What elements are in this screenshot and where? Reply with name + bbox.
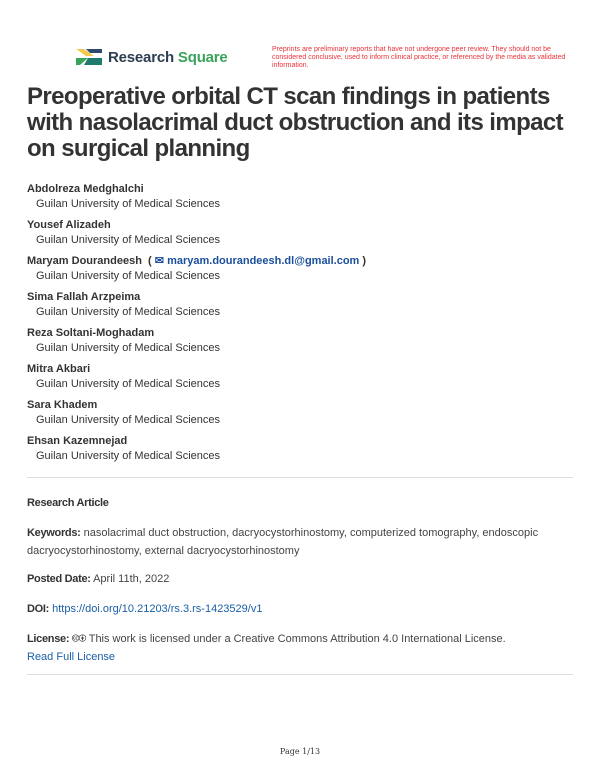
author <box>27 434 366 470</box>
author <box>27 362 366 398</box>
author-affiliation: Guilan University of Medical Sciences <box>36 306 221 318</box>
doi-label: DOI: <box>27 603 50 615</box>
divider <box>27 674 573 675</box>
keywords-label: Keywords: <box>27 527 81 539</box>
author-name: Abdolreza Medghalchi <box>27 183 144 195</box>
license <box>27 630 577 666</box>
keywords-value: nasolacrimal duct obstruction, dacryocystorhinostomy, computerized tomography, endoscopic dacryocystorhinostomy, external dacryocystorhinostomy <box>27 527 539 557</box>
research-square-logo[interactable] <box>76 47 228 67</box>
author-affiliation: Guilan University of Medical Sciences <box>36 198 221 210</box>
author-list <box>27 182 366 470</box>
preprint-notice: Preprints are preliminary reports that have not undergone peer review. They should not be considered conclusive, used to inform clinical practice, or referenced by the media as validated information. <box>272 46 566 69</box>
author-name: Mitra Akbari <box>27 363 91 375</box>
research-square-logo-icon <box>76 47 102 67</box>
doi-link[interactable]: https://doi.org/10.21203/rs.3.rs-1423529/v1 <box>52 603 263 615</box>
read-full-license-link[interactable]: Read Full License <box>27 651 116 663</box>
author-name: Yousef Alizadeh <box>27 219 111 231</box>
author-affiliation: Guilan University of Medical Sciences <box>36 414 221 426</box>
logo-text-research: Research <box>108 48 174 66</box>
posted-date-value: April 11th, 2022 <box>93 573 170 585</box>
email-icon: ✉ <box>154 255 164 267</box>
author-name: Sara Khadem <box>27 399 98 411</box>
doi <box>27 600 577 618</box>
author-name: Reza Soltani-Moghadam <box>27 327 155 339</box>
posted-date-label: Posted Date: <box>27 573 91 585</box>
author-name: Maryam Dourandeesh <box>27 255 142 267</box>
page-number: Page 1/13 <box>279 747 321 756</box>
author-affiliation: Guilan University of Medical Sciences <box>36 234 221 246</box>
author-affiliation: Guilan University of Medical Sciences <box>36 450 221 462</box>
author <box>27 290 366 326</box>
article-type: Research Article <box>27 497 109 509</box>
author <box>27 218 366 254</box>
author-name: Ehsan Kazemnejad <box>27 435 128 447</box>
logo-text-square: Square <box>177 48 228 66</box>
license-text: This work is licensed under a Creative Commons Attribution 4.0 International License. <box>88 633 506 645</box>
cc-by-icon: 🅯 <box>79 633 86 645</box>
author-affiliation: Guilan University of Medical Sciences <box>36 378 221 390</box>
paper-title: Preoperative orbital CT scan findings in patients with nasolacrimal duct obstruction and its impact on surgical planning <box>27 83 564 162</box>
author <box>27 398 366 434</box>
author-email-link[interactable]: maryam.dourandeesh.dl@gmail.com <box>167 255 360 267</box>
divider <box>27 477 573 478</box>
author <box>27 326 366 362</box>
author-affiliation: Guilan University of Medical Sciences <box>36 270 221 282</box>
author-affiliation: Guilan University of Medical Sciences <box>36 342 221 354</box>
license-label: License: <box>27 633 70 645</box>
cc-icon: 🅭 <box>72 633 80 645</box>
posted-date <box>27 570 577 588</box>
author: Maryam Dourandeesh ( ✉ maryam.dourandeesh.dl@gmail.com ) Guilan University of Medical Sciences <box>27 255 367 282</box>
author <box>27 182 366 218</box>
author-name: Sima Fallah Arzpeima <box>27 291 141 303</box>
keywords <box>27 524 577 560</box>
